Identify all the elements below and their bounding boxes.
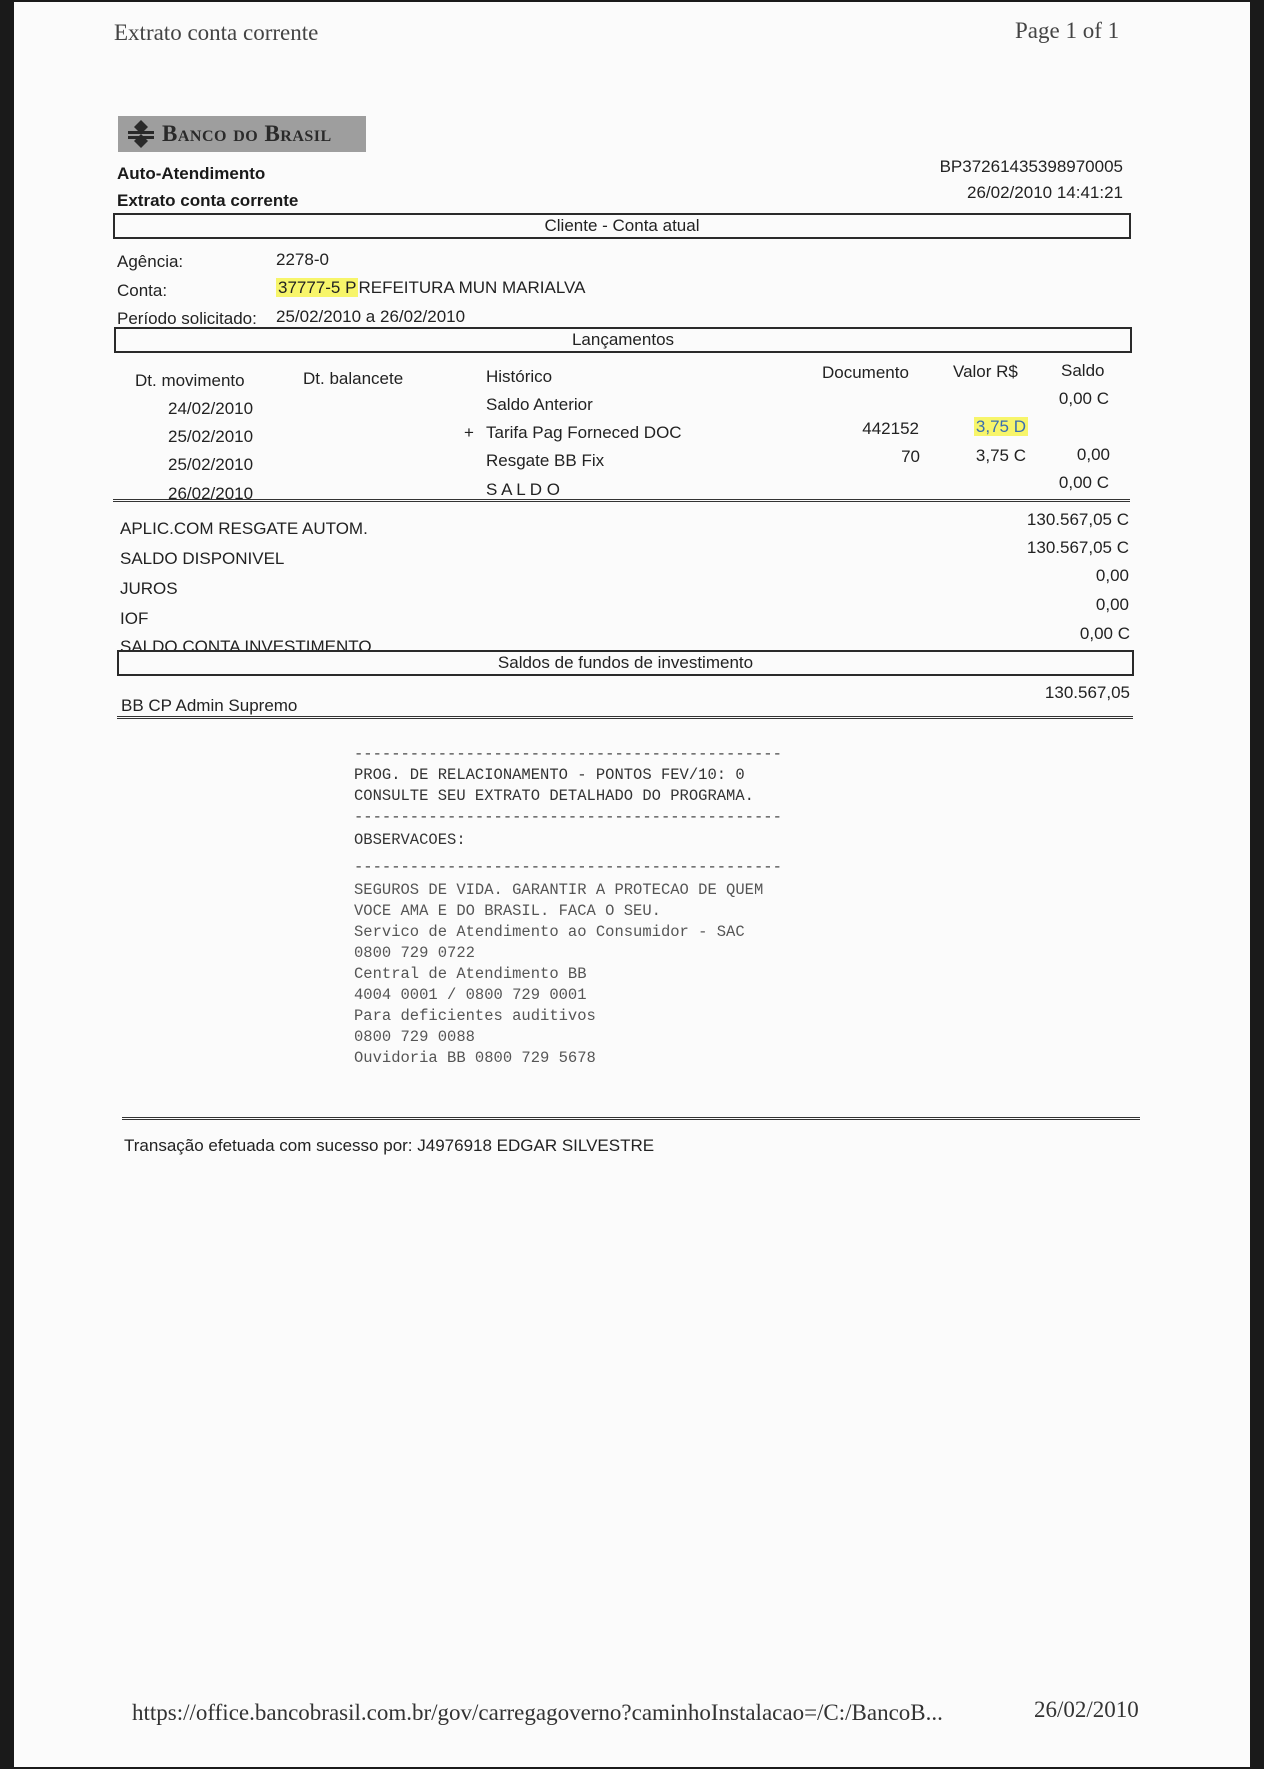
notes-prog-line: PROG. DE RELACIONAMENTO - PONTOS FEV/10: 0	[354, 766, 745, 784]
fundos-title: Saldos de fundos de investimento	[497, 653, 754, 672]
notes-line: Para deficientes auditivos	[354, 1007, 596, 1025]
print-header-page: Page 1 of 1	[1015, 18, 1120, 43]
conta-label: Conta:	[117, 281, 168, 300]
row-historico: S A L D O	[486, 480, 561, 499]
conta-holder-name: REFEITURA MUN MARIALVA	[358, 278, 586, 297]
notes-line: VOCE AMA E DO BRASIL. FACA O SEU.	[354, 902, 661, 920]
lancamentos-title: Lançamentos	[571, 330, 675, 349]
transaction-footer: Transação efetuada com sucesso por: J4976918 EDGAR SILVESTRE	[124, 1136, 655, 1155]
row-saldo: 0,00 C	[1058, 473, 1109, 492]
lancamentos-header	[114, 327, 1132, 353]
row-sign: +	[464, 423, 474, 442]
bank-logo-icon	[126, 119, 156, 149]
summary-disponivel-value: 130.567,05 C	[1026, 538, 1129, 557]
summary-juros-label: JUROS	[120, 579, 178, 598]
bank-logo	[118, 116, 366, 152]
col-documento: Documento	[822, 363, 909, 382]
row-dt-movimento: 25/02/2010	[168, 455, 254, 474]
row-historico: Tarifa Pag Forneced DOC	[486, 423, 682, 442]
divider-fundos	[117, 716, 1133, 719]
row-dt-movimento: 26/02/2010	[168, 484, 254, 503]
agencia-value: 2278-0	[276, 250, 329, 269]
service-name: Auto-Atendimento	[117, 164, 266, 183]
summary-investimento-value: 0,00 C	[1079, 624, 1130, 643]
print-footer-url: https://office.bancobrasil.com.br/gov/carregagoverno?caminhoInstalacao=/C:/BancoB...	[132, 1700, 943, 1725]
summary-aplic-label: APLIC.COM RESGATE AUTOM.	[120, 519, 368, 538]
notes-line: Servico de Atendimento ao Consumidor - SAC	[354, 923, 745, 941]
notes-consulte-line: CONSULTE SEU EXTRATO DETALHADO DO PROGRAMA.	[354, 787, 754, 805]
row-historico: Saldo Anterior	[486, 395, 593, 414]
row-valor	[974, 417, 1028, 437]
print-footer-date: 26/02/2010	[1034, 1697, 1139, 1722]
row-documento: 442152	[862, 419, 919, 438]
notes-line: 4004 0001 / 0800 729 0001	[354, 986, 587, 1004]
divider-footer	[122, 1117, 1140, 1120]
conta-number-highlight: 37777-5 P	[278, 278, 357, 297]
summary-investimento-label: SALDO CONTA INVESTIMENTO	[120, 637, 372, 656]
notes-line: 0800 729 0088	[354, 1028, 475, 1046]
fund-name: BB CP Admin Supremo	[121, 696, 298, 715]
row-saldo: 0,00 C	[1058, 389, 1109, 408]
col-historico: Histórico	[486, 367, 553, 386]
summary-aplic-value: 130.567,05 C	[1026, 510, 1129, 529]
col-dt-balancete: Dt. balancete	[303, 369, 404, 388]
notes-obs-title: OBSERVACOES:	[354, 831, 466, 849]
row-dt-movimento: 24/02/2010	[168, 399, 254, 418]
row-dt-movimento: 25/02/2010	[168, 427, 254, 446]
periodo-label: Período solicitado:	[117, 309, 257, 328]
row-saldo: 0,00	[1076, 445, 1110, 464]
bank-logo-text: Banco do Brasil	[162, 121, 332, 146]
notes-line: 0800 729 0722	[354, 944, 475, 962]
fundos-header	[117, 650, 1134, 676]
notes-line: Ouvidoria BB 0800 729 5678	[354, 1049, 596, 1067]
print-header-title: Extrato conta corrente	[114, 20, 319, 45]
periodo-value: 25/02/2010 a 26/02/2010	[276, 307, 466, 326]
fund-value: 130.567,05	[1044, 683, 1130, 702]
statement-subtitle: Extrato conta corrente	[117, 191, 299, 210]
divider-lancamentos	[113, 499, 1130, 502]
row-valor: 3,75 C	[975, 446, 1026, 465]
summary-iof-value: 0,00	[1095, 595, 1129, 614]
notes-line: SEGUROS DE VIDA. GARANTIR A PROTECAO DE QUEM	[354, 881, 764, 899]
summary-disponivel-label: SALDO DISPONIVEL	[120, 549, 285, 568]
notes-dashes-1: ----------------------------------------------	[354, 745, 782, 763]
summary-juros-value: 0,00	[1095, 566, 1129, 585]
notes-dashes-2: ----------------------------------------------	[354, 808, 782, 826]
row-historico: Resgate BB Fix	[486, 451, 605, 470]
statement-code: BP37261435398970005	[939, 157, 1123, 176]
col-dt-movimento: Dt. movimento	[135, 371, 245, 390]
col-valor: Valor R$	[953, 362, 1018, 381]
client-section-header	[113, 213, 1131, 239]
client-section-title: Cliente - Conta atual	[544, 216, 700, 235]
summary-iof-label: IOF	[120, 609, 149, 628]
row-valor-highlight: 3,75 D	[975, 417, 1026, 436]
agencia-label: Agência:	[117, 252, 184, 271]
notes-block	[354, 744, 782, 1069]
conta-value	[276, 278, 585, 298]
notes-dashes-3: ----------------------------------------------	[354, 858, 782, 876]
row-documento: 70	[901, 447, 920, 466]
notes-line: Central de Atendimento BB	[354, 965, 587, 983]
col-saldo: Saldo	[1061, 361, 1105, 380]
statement-datetime: 26/02/2010 14:41:21	[967, 183, 1123, 202]
